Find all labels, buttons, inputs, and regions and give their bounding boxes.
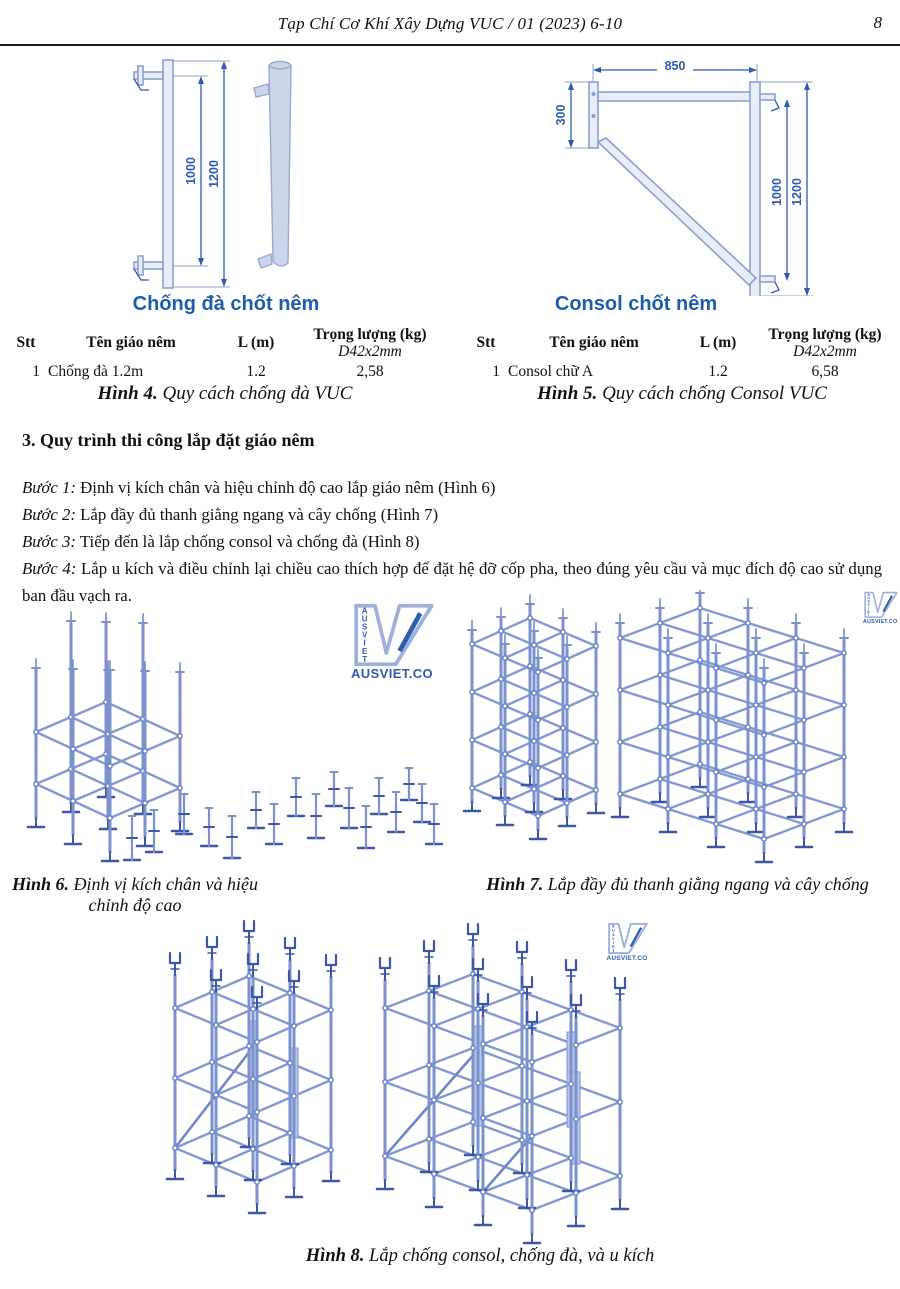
figure4-table-header [6,326,444,360]
figure8-image [150,918,750,1246]
ausviet-logo [860,591,900,624]
logo-company-name: AUSVIET.CO [350,666,433,681]
figure5-table [466,326,898,381]
col-weight: Trọng lượng (kg) D42x2mm [313,326,427,361]
logo-vertical-text: A U S V I E T [867,592,870,618]
logo-vertical-text: A U S V I E T [361,606,368,664]
section3-steps [22,474,882,609]
col-name: Tên giáo nêm [86,334,176,352]
dim-850-label: 850 [664,59,686,73]
logo-company-name: AUSVIET.CO [606,954,648,962]
step-1: Bước 1: Định vị kích chân và hiệu chỉnh độ cao lắp giáo nêm (Hình 6) [22,478,496,497]
ausviet-logo [344,602,440,681]
step-3: Bước 3: Tiếp đến là lắp chống consol và chống đà (Hình 8) [22,532,420,551]
figure8-caption: Hình 8. Lắp chống consol, chống đà, và u kích [305,1246,655,1266]
figure7-caption: Hình 7. Lắp đầy đủ thanh giằng ngang và cây chống [486,874,869,894]
col-stt: Stt [476,334,496,352]
logo-company-name: AUSVIET.CO [862,617,898,625]
col-length: L (m) [237,334,275,352]
col-length: L (m) [699,334,737,352]
figure4-table [6,326,444,381]
figure4-drawing [108,56,348,294]
ausviet-logo [603,922,651,962]
logo-vertical-text: A U S V I E T [611,923,615,953]
figure5-caption: Hình 5. Quy cách chống Consol VUC [537,383,827,404]
figure7-image [452,590,900,866]
journal-title: Tạp Chí Cơ Khí Xây Dựng VUC / 01 (2023) 6-10 [277,14,623,33]
header-rule [0,44,900,46]
figure4-caption: Hình 4. Quy cách chống đà VUC [97,383,353,404]
step-4: Bước 4: Lắp u kích và điều chỉnh lại chiều cao thích hợp để đặt hệ đỡ cốp pha, theo đúng yêu cầu và mục đích độ cao sử dụng ban đầu vạch ra. [22,559,882,605]
col-weight: Trọng lượng (kg) D42x2mm [768,326,882,361]
step-2: Bước 2: Lắp đầy đủ thanh giằng ngang và cây chống (Hình 7) [22,505,439,524]
dim-1000-label: 1000 [184,157,198,185]
dim-1000b-label: 1000 [770,178,784,206]
figure4-drawing-label: Chống đà chốt nêm [132,293,320,315]
figure5-table-header [466,326,898,360]
section3-heading: 3. Quy trình thi công lắp đặt giáo nêm [22,430,315,450]
figure4-table-row: 1 Chống đà 1.2m 1.2 2,58 [32,363,384,381]
dim-300-label: 300 [554,104,568,126]
figure5-drawing-label: Consol chốt nêm [554,293,718,315]
figure6-caption: Hình 6. Định vị kích chân và hiệu chỉnh độ cao [12,874,258,915]
col-stt: Stt [16,334,36,352]
dim-1200-label: 1200 [207,160,221,188]
figure5-table-row: 1 Consol chữ A 1.2 6,58 [492,363,839,381]
figure5-drawing [545,54,820,296]
page-number: 8 [873,13,882,32]
col-name: Tên giáo nêm [549,334,639,352]
dim-1200b-label: 1200 [790,178,804,206]
